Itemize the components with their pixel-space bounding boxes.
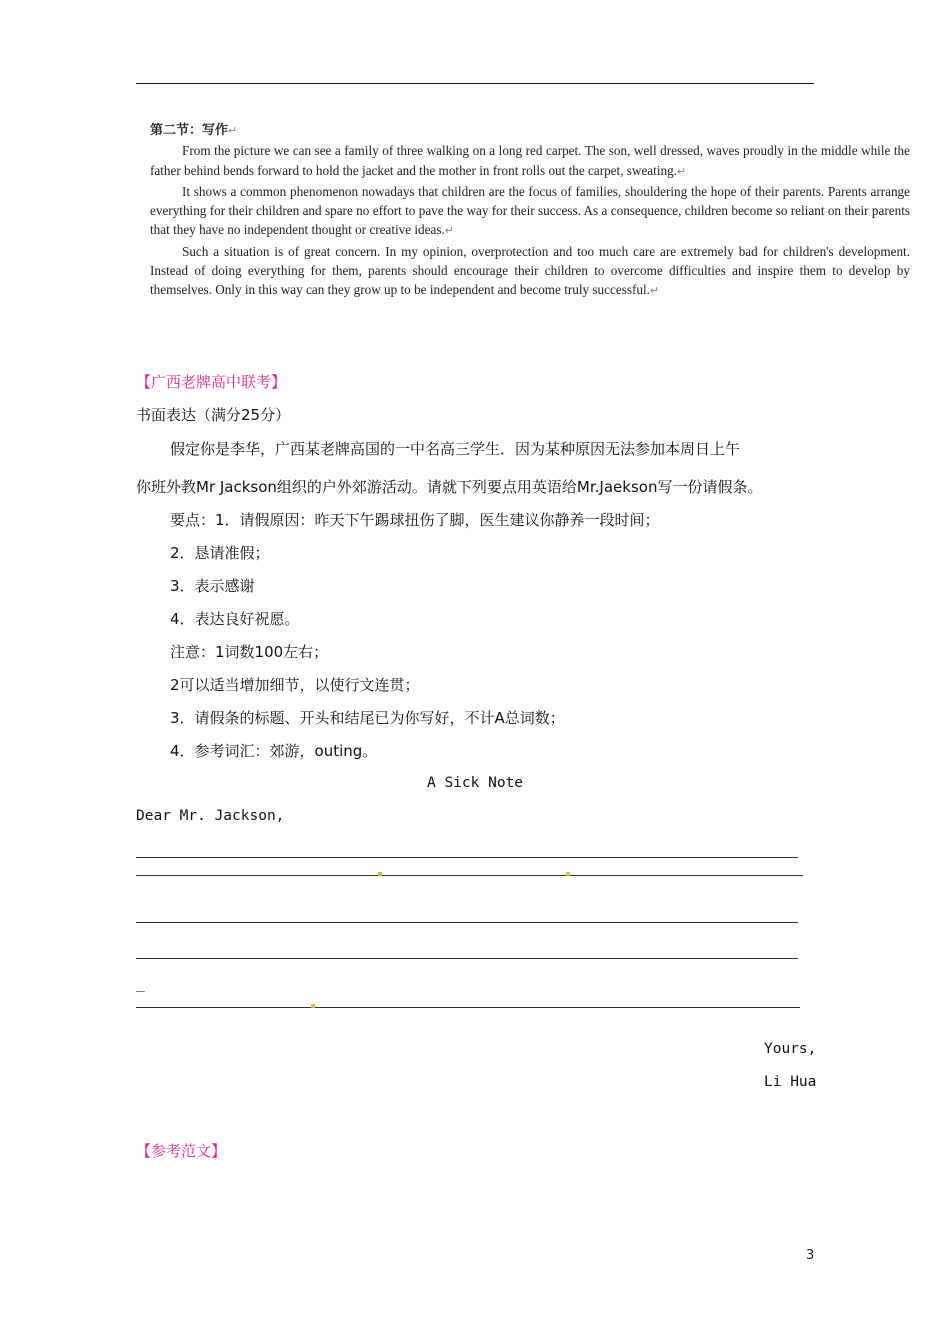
top-rule [136,83,814,84]
sample-essay-scan [150,120,910,302]
writing-line [136,1007,800,1008]
task-title: 书面表达（满分25分） [136,406,291,424]
writing-line [136,857,798,858]
letter-salutation: Dear Mr. Jackson, [136,808,285,824]
scan-paragraph: It shows a common phenomenon nowadays that children are the focus of families, shouldering the hope of their parents. Parents arrange everything for their children and spare no effort to pave the way for their success. As a consequence, children become so reliant on their parents that they have no independent thought or creative ideas.↵ [150,183,910,238]
reference-answer-title: 【参考范文】 [136,1142,227,1160]
note-item: 3．请假条的标题、开头和结尾已为你写好，不计A总词数； [170,709,565,727]
letter-signature: Li Hua [764,1074,817,1090]
note-item: 4．参考词汇：郊游，outing。 [170,742,378,760]
point-item: 2．恳请准假； [170,544,270,562]
writing-line [136,922,798,923]
note-item: 注意：1词数100左右； [170,643,329,661]
scan-paragraph: Such a situation is of great concern. In my opinion, overprotection and too much care are extremely bad for children's development. Instead of doing everything for them, parents should encourage their children to overcome difficulties and inspire them to develop by themselves. Only in this way can they grow up to be independent and become truly successful.↵ [150,243,910,298]
point-item: 要点：1．请假原因：昨天下午踢球扭伤了脚，医生建议你静养一段时间； [170,511,660,529]
note-item: 2可以适当增加细节，以使行文连贯； [170,676,420,694]
letter-title: A Sick Note [426,775,524,791]
source-title: 【广西老牌高中联考】 [136,373,287,391]
writing-line [136,958,798,959]
point-item: 3．表示感谢 [170,577,255,595]
point-item: 4．表达良好祝愿。 [170,610,300,628]
scan-speck [378,872,382,876]
stray-mark: _ [136,976,145,992]
scan-heading: 第二节：写作↵ [150,123,238,138]
scan-paragraph: From the picture we can see a family of three walking on a long red carpet. The son, well dressed, waves proudly in the middle while the father behind bends forward to hold the jacket and the mother in front rolls out the carpet, sweating.↵ [150,143,910,178]
writing-line [136,875,803,876]
intro-line-1: 假定你是李华，广西某老牌高国的一中名高三学生．因为某种原因无法参加本周日上午 [170,440,741,458]
page-number: 3 [806,1248,815,1263]
intro-line-2: 你班外教Mr Jackson组织的户外郊游活动。请就下列要点用英语给Mr.Jaekson写一份请假条。 [136,478,763,496]
letter-closing: Yours, [764,1041,817,1057]
scan-speck [311,1004,315,1008]
scan-speck [566,872,570,876]
